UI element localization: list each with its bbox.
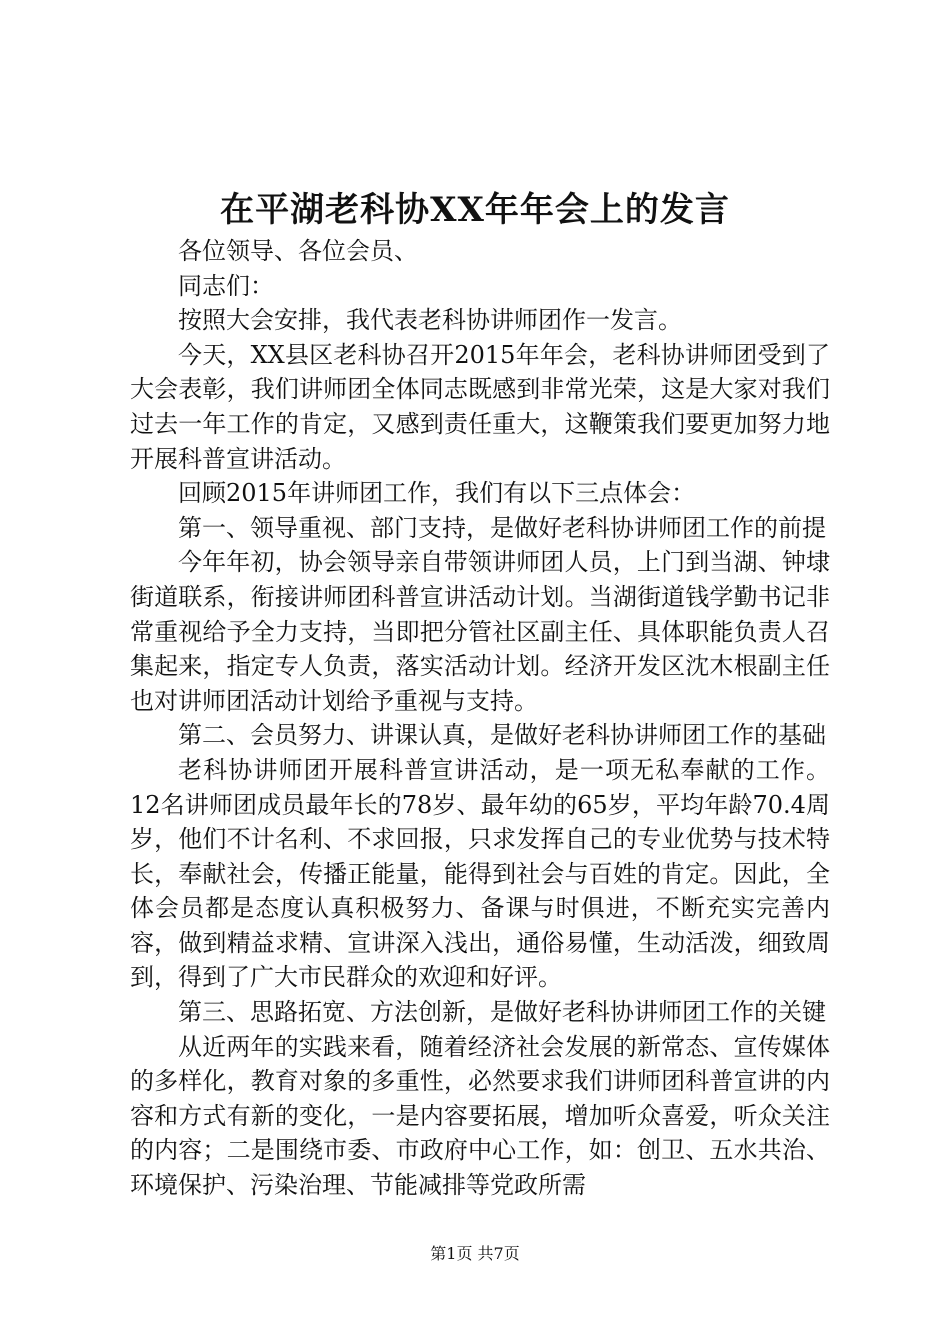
document-title: 在平湖老科协XX年年会上的发言 <box>220 190 730 230</box>
salutation-line: 同志们： <box>178 271 274 300</box>
salutation-line: 各位领导、各位会员、 <box>178 237 418 265</box>
body-paragraph: 从近两年的实践来看，随着经济社会发展的新常态、宣传媒体的多样化，教育对象的多重性，必然要求我们讲师团科普宣讲的内容和方式有新的变化，一是内容要拓展，增加听众喜爱，听众关注的内容；二是围绕市委、市政府中心工作，如：创卫、五水共治、环境保护、污染治理、节能减排等党政所需 <box>130 1032 830 1200</box>
body-paragraph: 回顾2015年讲师团工作，我们有以下三点体会： <box>178 479 696 508</box>
section-heading: 第二、会员努力、讲课认真，是做好老科协讲师团工作的基础 <box>178 721 826 750</box>
document-body <box>130 234 830 1203</box>
body-paragraph: 按照大会安排，我代表老科协讲师团作一发言。 <box>178 306 682 335</box>
section-heading: 第三、思路拓宽、方法创新，是做好老科协讲师团工作的关键 <box>178 998 826 1027</box>
section-heading: 第一、领导重视、部门支持，是做好老科协讲师团工作的前提 <box>178 513 826 542</box>
body-paragraph: 今天，XX县区老科协召开2015年年会，老科协讲师团受到了大会表彰，我们讲师团全体同志既感到非常光荣，这是大家对我们过去一年工作的肯定，又感到责任重大，这鞭策我们要更加努力地开展科普宣讲活动。 <box>130 340 830 473</box>
body-paragraph: 今年年初，协会领导亲自带领讲师团人员，上门到当湖、钟埭街道联系，衔接讲师团科普宣讲活动计划。当湖街道钱学勤书记非常重视给予全力支持，当即把分管社区副主任、具体职能负责人召集起来，指定专人负责，落实活动计划。经济开发区沈木根副主任也对讲师团活动计划给予重视与支持。 <box>130 548 830 715</box>
page-number-footer: 第1页 共7页 <box>430 1244 520 1263</box>
body-paragraph: 老科协讲师团开展科普宣讲活动，是一项无私奉献的工作。12名讲师团成员最年长的78岁、最年幼的65岁，平均年龄70.4周岁，他们不计名利、不求回报，只求发挥自己的专业优势与技术特长，奉献社会，传播正能量，能得到社会与百姓的肯定。因此，全体会员都是态度认真积极努力、备课与时俱进，不断充实完善内容，做到精益求精、宣讲深入浅出，通俗易懂，生动活泼，细致周到，得到了广大市民群众的欢迎和好评。 <box>130 755 830 992</box>
